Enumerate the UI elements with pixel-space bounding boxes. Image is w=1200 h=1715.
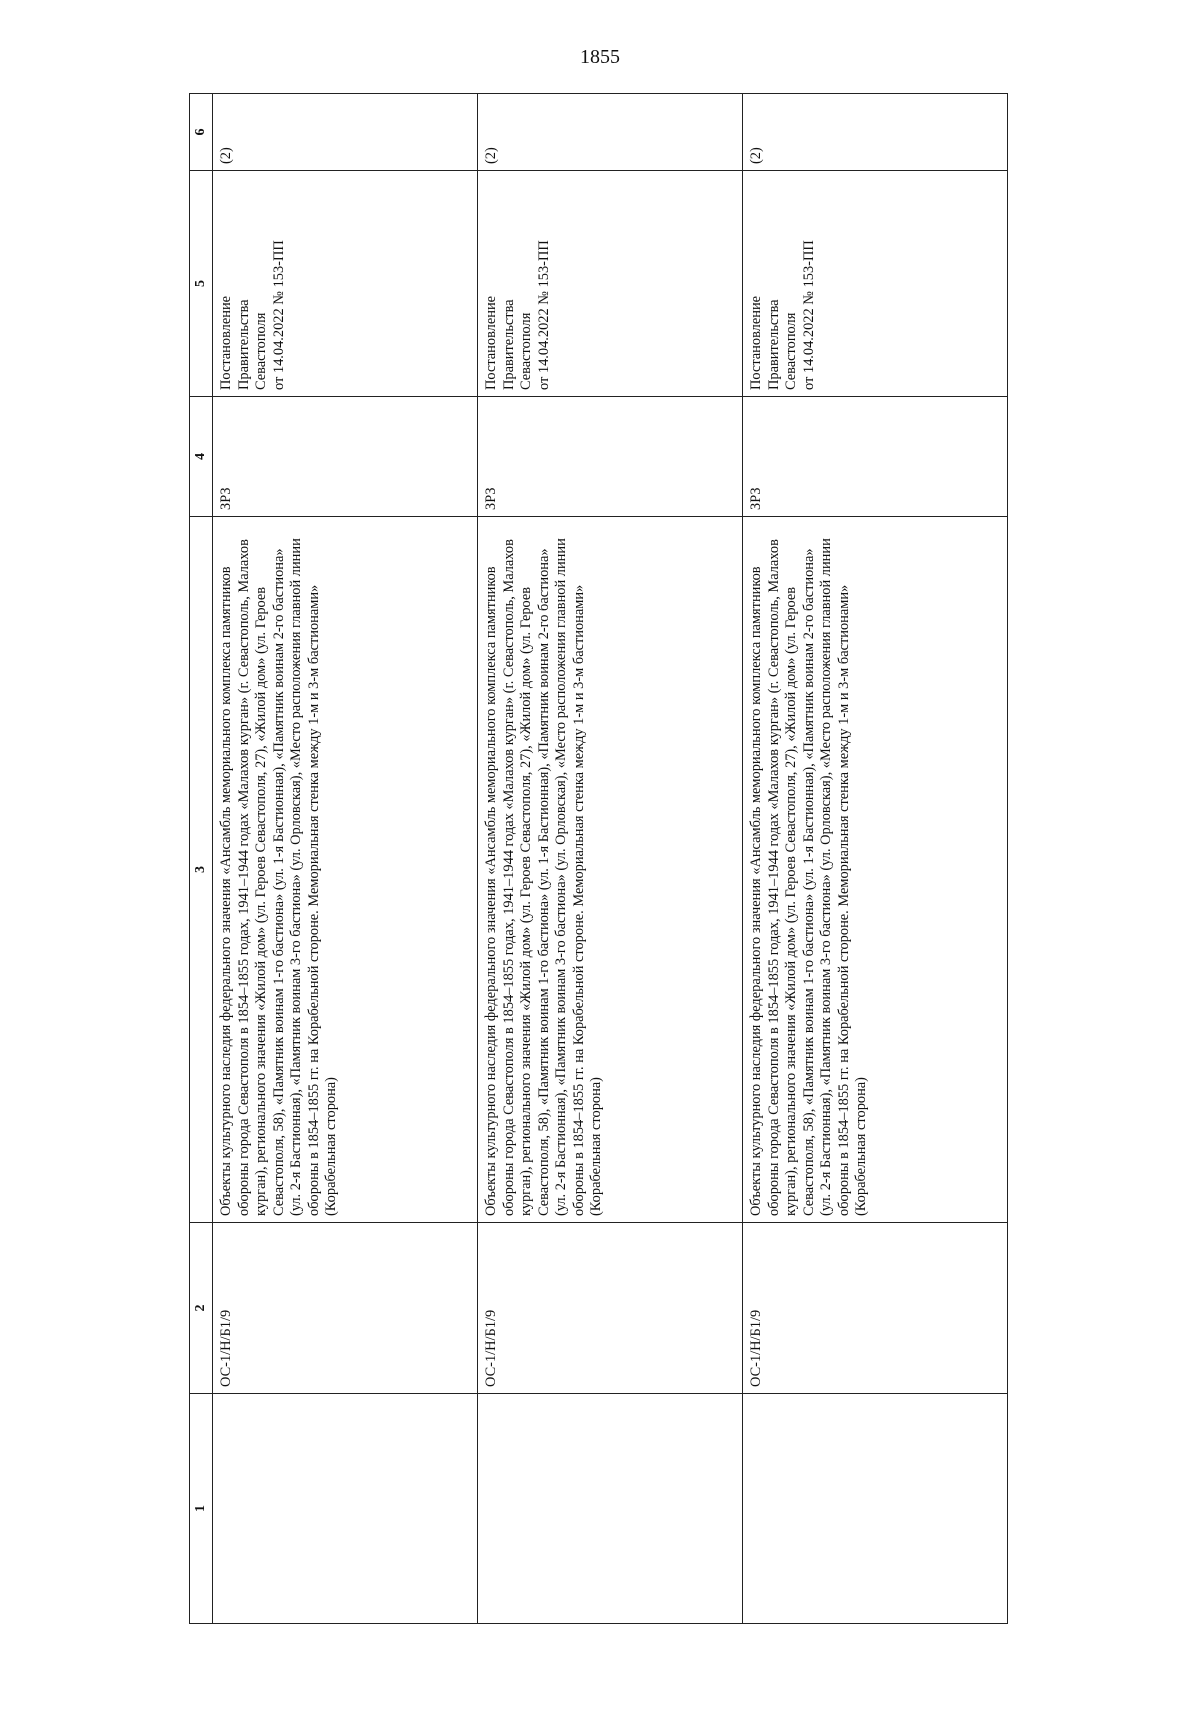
cell-zone-type: ЗРЗ [743, 397, 1008, 517]
cell-zone-code: ОС-1/Н/Б1/9 [478, 1223, 743, 1394]
column-header-2: 2 [190, 1223, 213, 1394]
rotated-table-container [189, 94, 1008, 1624]
page-number: 1855 [580, 46, 620, 68]
rotated-table-area [189, 94, 1008, 1624]
column-header-6: 6 [190, 94, 213, 171]
cell-description: Объекты культурного наследия федерального значения «Ансамбль мемориального комплекса памятников обороны города Севастополя в 1854–1855 годах, 1941–1944 годах «Малахов курган» (г. Севастополь, Малахов курган), регионального значения «Жилой дом» (ул. Героев Севастополя, 27), «Жилой дом» (ул. Героев Севастополя, 58), «Памятник воинам 1-го бастиона» (ул. 1-я Бастионная), «Памятник воинам 2-го бастиона» (ул. 2-я Бастионная), «Памятник воинам 3-го бастиона» (ул. Орловская), «Место расположения главной линии обороны в 1854–1855 гг. на Корабельной стороне. Мемориальная стенка между 1-м и 3-м бастионами» (Корабельная сторона) [743, 517, 1008, 1223]
table-row [213, 94, 478, 1624]
column-header-4: 4 [190, 397, 213, 517]
cell-description: Объекты культурного наследия федерального значения «Ансамбль мемориального комплекса памятников обороны города Севастополя в 1854–1855 годах, 1941–1944 годах «Малахов курган» (г. Севастополь, Малахов курган), регионального значения «Жилой дом» (ул. Героев Севастополя, 27), «Жилой дом» (ул. Героев Севастополя, 58), «Памятник воинам 1-го бастиона» (ул. 1-я Бастионная), «Памятник воинам 2-го бастиона» (ул. 2-я Бастионная), «Памятник воинам 3-го бастиона» (ул. Орловская), «Место расположения главной линии обороны в 1854–1855 гг. на Корабельной стороне. Мемориальная стенка между 1-м и 3-м бастионами» (Корабельная сторона) [478, 517, 743, 1223]
table-row [478, 94, 743, 1624]
cell-zone-type: ЗРЗ [213, 397, 478, 517]
cell-zone-code: ОС-1/Н/Б1/9 [743, 1223, 1008, 1394]
cell-number [478, 1394, 743, 1624]
cell-description: Объекты культурного наследия федерального значения «Ансамбль мемориального комплекса памятников обороны города Севастополя в 1854–1855 годах, 1941–1944 годах «Малахов курган» (г. Севастополь, Малахов курган), регионального значения «Жилой дом» (ул. Героев Севастополя, 27), «Жилой дом» (ул. Героев Севастополя, 58), «Памятник воинам 1-го бастиона» (ул. 1-я Бастионная), «Памятник воинам 2-го бастиона» (ул. 2-я Бастионная), «Памятник воинам 3-го бастиона» (ул. Орловская), «Место расположения главной линии обороны в 1854–1855 гг. на Корабельной стороне. Мемориальная стенка между 1-м и 3-м бастионами» (Корабельная сторона) [213, 517, 478, 1223]
column-header-3: 3 [190, 517, 213, 1223]
cell-zone-type: ЗРЗ [478, 397, 743, 517]
cell-note: (2) [743, 94, 1008, 171]
cell-number [743, 1394, 1008, 1624]
column-header-1: 1 [190, 1394, 213, 1624]
cell-note: (2) [478, 94, 743, 171]
heritage-zones-table [189, 93, 1008, 1624]
cell-document: Постановление Правительства Севастополя от 14.04.2022 № 153-ПП [478, 171, 743, 397]
cell-note: (2) [213, 94, 478, 171]
cell-zone-code: ОС-1/Н/Б1/9 [213, 1223, 478, 1394]
column-header-5: 5 [190, 171, 213, 397]
table-header-row [190, 94, 213, 1624]
cell-number [213, 1394, 478, 1624]
cell-document: Постановление Правительства Севастополя от 14.04.2022 № 153-ПП [743, 171, 1008, 397]
cell-document: Постановление Правительства Севастополя от 14.04.2022 № 153-ПП [213, 171, 478, 397]
table-row [743, 94, 1008, 1624]
